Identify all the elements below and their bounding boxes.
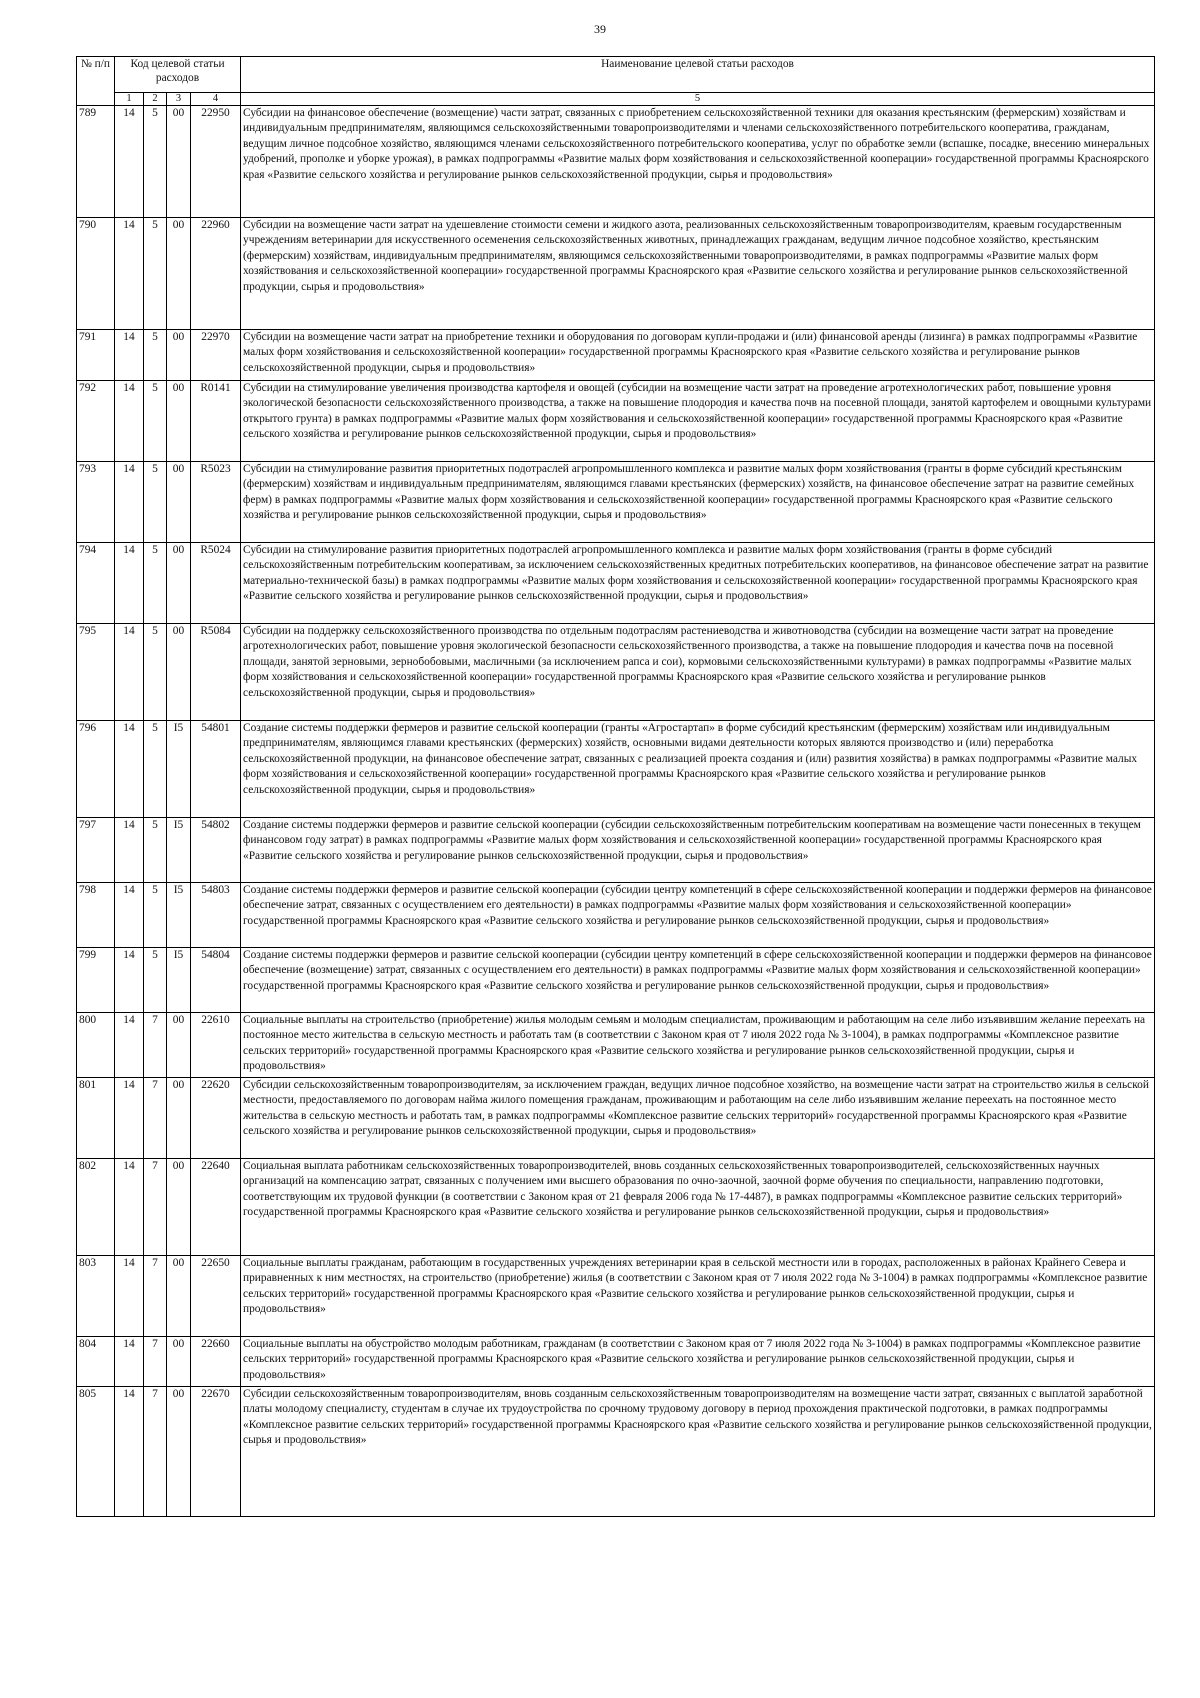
row-description: Субсидии на финансовое обеспечение (возмещение) части затрат, связанных с приобретением сельскохозяйственной техники для оказания крестьянским (фермерским) хозяйствам и индивидуальным предпринимателям, являющимся сельскохозяйственными товаропроизводителями и членами сельскохозяйственного потребительского кооператива, гражданам, ведущим личное подсобное хозяйство, являющимся членами сельскохозяйственного потребительского кооператива, услуг по обработке земли (вспашке, посадке, внесению минеральных удобрений, прополке и уборке урожая), в рамках подпрограммы «Развитие малых форм хозяйствования и сельскохозяйственной кооперации» государственной программы Красноярского края «Развитие сельского хозяйства и регулирование рынков сельскохозяйственной продукции, сырья и продовольствия»: [241, 106, 1155, 218]
table-row: [77, 948, 1155, 1013]
code-4: R5084: [191, 624, 241, 721]
code-2: 7: [144, 1337, 167, 1387]
row-description: Субсидии на стимулирование развития приоритетных подотраслей агропромышленного комплекса и развитие малых форм хозяйствования (гранты в форме субсидий сельскохозяйственным потребительским кооперативам, за исключением сельскохозяйственных кредитных потребительских кооперативов, на финансовое обеспечение затрат на развитие материально-технической базы) в рамках подпрограммы «Развитие малых форм хозяйствования и сельскохозяйственной кооперации» государственной программы Красноярского края «Развитие сельского хозяйства и регулирование рынков сельскохозяйственной продукции, сырья и продовольствия»: [241, 543, 1155, 624]
code-3: I5: [167, 948, 191, 1013]
table-row: [77, 1387, 1155, 1517]
row-number: 798: [77, 883, 115, 948]
code-1: 14: [115, 624, 144, 721]
code-4: 22660: [191, 1337, 241, 1387]
code-1: 14: [115, 1078, 144, 1159]
code-2: 7: [144, 1159, 167, 1256]
row-number: 800: [77, 1013, 115, 1078]
code-1: 14: [115, 948, 144, 1013]
table-row: [77, 1337, 1155, 1387]
row-number: 801: [77, 1078, 115, 1159]
code-1: 14: [115, 818, 144, 883]
code-2: 7: [144, 1013, 167, 1078]
code-3: I5: [167, 883, 191, 948]
row-description: Субсидии сельскохозяйственным товаропроизводителям, за исключением граждан, ведущих личное подсобное хозяйство, на возмещение части затрат на строительство жилья в сельской местности, предоставляемого по договорам найма жилого помещения гражданам, проживающим и работающим на селе либо изъявившим желание переехать на постоянное место жительства в сельскую местность и работать там, в рамках подпрограммы «Комплексное развитие сельских территорий» государственной программы Красноярского края «Развитие сельского хозяйства и регулирование рынков сельскохозяйственной продукции, сырья и продовольствия»: [241, 1078, 1155, 1159]
row-number: 799: [77, 948, 115, 1013]
table-row: [77, 721, 1155, 818]
code-3: 00: [167, 106, 191, 218]
row-description: Создание системы поддержки фермеров и развитие сельской кооперации (субсидии центру компетенций в сфере сельскохозяйственной кооперации и поддержки фермеров на финансовое обеспечение (возмещение) затрат, связанных с осуществлением его деятельности) в рамках подпрограммы «Развитие малых форм хозяйствования и сельскохозяйственной кооперации» государственной программы Красноярского края «Развитие сельского хозяйства и регулирование рынков сельскохозяйственной продукции, сырья и продовольствия»: [241, 948, 1155, 1013]
column-number: 4: [191, 93, 241, 106]
table-row: [77, 218, 1155, 330]
page-number: 39: [594, 22, 606, 36]
row-number: 793: [77, 462, 115, 543]
code-1: 14: [115, 381, 144, 462]
code-3: 00: [167, 381, 191, 462]
column-number-row: [77, 93, 1155, 106]
code-1: 14: [115, 1013, 144, 1078]
code-1: 14: [115, 721, 144, 818]
table-body: [77, 106, 1155, 1517]
row-description: Социальные выплаты гражданам, работающим в государственных учреждениях ветеринарии края в сельской местности или в городах, расположенных в районах Крайнего Севера и приравненных к ним местностях, на строительство (приобретение) жилья (в соответствии с Законом края от 7 июля 2022 года № 3-1004) в рамках подпрограммы «Комплексное развитие сельских территорий» государственной программы Красноярского края «Развитие сельского хозяйства и регулирование рынков сельскохозяйственной продукции, сырья и продовольствия»: [241, 1256, 1155, 1337]
row-number: 796: [77, 721, 115, 818]
budget-table: [76, 56, 1155, 1517]
code-2: 5: [144, 218, 167, 330]
code-1: 14: [115, 218, 144, 330]
code-3: 00: [167, 1256, 191, 1337]
code-2: 5: [144, 462, 167, 543]
row-number: 792: [77, 381, 115, 462]
code-2: 5: [144, 818, 167, 883]
code-3: 00: [167, 462, 191, 543]
header-num: № п/п: [77, 57, 115, 106]
row-description: Создание системы поддержки фермеров и развитие сельской кооперации (гранты «Агростартап» в форме субсидий крестьянским (фермерским) хозяйствам или индивидуальным предпринимателям, являющимся главами крестьянских (фермерских) хозяйств, основными видами деятельности которых являются производство и (или) переработка сельскохозяйственной продукции, на финансовое обеспечение затрат, связанных с реализацией проекта создания и (или) развития хозяйства) в рамках подпрограммы «Развитие малых форм хозяйствования и сельскохозяйственной кооперации» государственной программы Красноярского края «Развитие сельского хозяйства и регулирование рынков сельскохозяйственной продукции, сырья и продовольствия»: [241, 721, 1155, 818]
header-name: Наименование целевой статьи расходов: [241, 57, 1155, 93]
code-2: 5: [144, 721, 167, 818]
row-number: 797: [77, 818, 115, 883]
code-2: 5: [144, 624, 167, 721]
code-1: 14: [115, 1387, 144, 1517]
code-2: 7: [144, 1256, 167, 1337]
code-4: 54803: [191, 883, 241, 948]
table-row: [77, 1078, 1155, 1159]
code-1: 14: [115, 1159, 144, 1256]
row-description: Социальные выплаты на обустройство молодым работникам, гражданам (в соответствии с Законом края от 7 июля 2022 года № 3-1004) в рамках подпрограммы «Комплексное развитие сельских территорий» государственной программы Красноярского края «Развитие сельского хозяйства и регулирование рынков сельскохозяйственной продукции, сырья и продовольствия»: [241, 1337, 1155, 1387]
header-row: [77, 57, 1155, 93]
table-row: [77, 1159, 1155, 1256]
code-4: 22650: [191, 1256, 241, 1337]
row-description: Субсидии на возмещение части затрат на удешевление стоимости семени и жидкого азота, реализованных сельскохозяйственным товаропроизводителям, краевым государственным учреждениям ветеринарии для искусственного осеменения сельскохозяйственных животных, принадлежащих гражданам, ведущим личное подсобное хозяйство, крестьянским (фермерским) хозяйствам, индивидуальным предпринимателям, являющимся сельскохозяйственными товаропроизводителями, в рамках подпрограммы «Развитие малых форм хозяйствования и сельскохозяйственной кооперации» государственной программы Красноярского края «Развитие сельского хозяйства и регулирование рынков сельскохозяйственной продукции, сырья и продовольствия»: [241, 218, 1155, 330]
column-number: 2: [144, 93, 167, 106]
code-4: 54804: [191, 948, 241, 1013]
table-row: [77, 1013, 1155, 1078]
row-description: Субсидии на стимулирование увеличения производства картофеля и овощей (субсидии на возмещение части затрат на проведение агротехнологических работ, повышение уровня экологической безопасности сельскохозяйственного производства, а также на повышение плодородия и качества почв на посевной площади, занятой картофелем и овощными культурами открытого грунта) в рамках подпрограммы «Развитие малых форм хозяйствования и сельскохозяйственной кооперации» государственной программы Красноярского края «Развитие сельского хозяйства и регулирование рынков сельскохозяйственной продукции, сырья и продовольствия»: [241, 381, 1155, 462]
code-4: 22970: [191, 330, 241, 381]
code-2: 5: [144, 543, 167, 624]
row-description: Субсидии сельскохозяйственным товаропроизводителям, вновь созданным сельскохозяйственным товаропроизводителям на возмещение части затрат, связанных с выплатой заработной платы молодому специалисту, студентам в случае их трудоустройства по срочному трудовому договору в период прохождения практической подготовки, в рамках подпрограммы «Комплексное развитие сельских территорий» государственной программы Красноярского края «Развитие сельского хозяйства и регулирование рынков сельскохозяйственной продукции, сырья и продовольствия»: [241, 1387, 1155, 1517]
code-2: 5: [144, 381, 167, 462]
code-4: 22960: [191, 218, 241, 330]
code-3: 00: [167, 218, 191, 330]
header-code: Код целевой статьи расходов: [115, 57, 241, 93]
table-row: [77, 543, 1155, 624]
code-1: 14: [115, 543, 144, 624]
code-1: 14: [115, 883, 144, 948]
code-1: 14: [115, 462, 144, 543]
table-row: [77, 1256, 1155, 1337]
row-number: 794: [77, 543, 115, 624]
table-row: [77, 381, 1155, 462]
code-3: 00: [167, 624, 191, 721]
code-4: 22640: [191, 1159, 241, 1256]
code-4: R5024: [191, 543, 241, 624]
row-description: Субсидии на возмещение части затрат на приобретение техники и оборудования по договорам купли-продажи и (или) финансовой аренды (лизинга) в рамках подпрограммы «Развитие малых форм хозяйствования и сельскохозяйственной кооперации» государственной программы Красноярского края «Развитие сельского хозяйства и регулирование рынков сельскохозяйственной продукции, сырья и продовольствия»: [241, 330, 1155, 381]
row-number: 790: [77, 218, 115, 330]
table-row: [77, 624, 1155, 721]
table-row: [77, 106, 1155, 218]
code-4: 22950: [191, 106, 241, 218]
column-number: 3: [167, 93, 191, 106]
code-4: 22610: [191, 1013, 241, 1078]
code-2: 5: [144, 948, 167, 1013]
row-number: 795: [77, 624, 115, 721]
code-3: 00: [167, 1337, 191, 1387]
row-description: Создание системы поддержки фермеров и развитие сельской кооперации (субсидии сельскохозяйственным потребительским кооперативам на возмещение части понесенных в текущем финансовом году затрат) в рамках подпрограммы «Развитие малых форм хозяйствования и сельскохозяйственной кооперации» государственной программы Красноярского края «Развитие сельского хозяйства и регулирование рынков сельскохозяйственной продукции, сырья и продовольствия»: [241, 818, 1155, 883]
code-3: I5: [167, 818, 191, 883]
code-2: 7: [144, 1078, 167, 1159]
row-description: Субсидии на стимулирование развития приоритетных подотраслей агропромышленного комплекса и развитие малых форм хозяйствования (гранты в форме субсидий крестьянским (фермерским) хозяйствам и индивидуальным предпринимателям, являющимся главами крестьянских (фермерских) хозяйств, на финансовое обеспечение затрат на развитие семейных ферм) в рамках подпрограммы «Развитие малых форм хозяйствования и сельскохозяйственной кооперации» государственной программы Красноярского края «Развитие сельского хозяйства и регулирование рынков сельскохозяйственной продукции, сырья и продовольствия»: [241, 462, 1155, 543]
code-4: 22670: [191, 1387, 241, 1517]
code-1: 14: [115, 1337, 144, 1387]
code-1: 14: [115, 106, 144, 218]
row-description: Социальная выплата работникам сельскохозяйственных товаропроизводителей, вновь созданных сельскохозяйственных товаропроизводителей, сельскохозяйственных научных организаций на компенсацию затрат, связанных с получением ими высшего образования по очно-заочной, заочной форме обучения по специальности, направлению подготовки, соответствующим их трудовой функции (в соответствии с Законом края от 21 февраля 2006 года № 17-4487), в рамках подпрограммы «Комплексное развитие сельских территорий» государственной программы Красноярского края «Развитие сельского хозяйства и регулирование рынков сельскохозяйственной продукции, сырья и продовольствия»: [241, 1159, 1155, 1256]
table-row: [77, 818, 1155, 883]
table-row: [77, 883, 1155, 948]
row-number: 791: [77, 330, 115, 381]
code-1: 14: [115, 330, 144, 381]
row-number: 803: [77, 1256, 115, 1337]
table-row: [77, 462, 1155, 543]
row-description: Субсидии на поддержку сельскохозяйственного производства по отдельным подотраслям растениеводства и животноводства (субсидии на возмещение части затрат на проведение агротехнологических работ, повышение уровня экологической безопасности сельскохозяйственного производства, а также на повышение плодородия и качества почв на посевной площади, занятой зерновыми, зернобобовыми, масличными (за исключением рапса и сои), кормовыми сельскохозяйственными культурами) в рамках подпрограммы «Развитие малых форм хозяйствования и сельскохозяйственной кооперации» государственной программы Красноярского края «Развитие сельского хозяйства и регулирование рынков сельскохозяйственной продукции, сырья и продовольствия»: [241, 624, 1155, 721]
code-4: 22620: [191, 1078, 241, 1159]
row-number: 789: [77, 106, 115, 218]
code-4: R0141: [191, 381, 241, 462]
code-1: 14: [115, 1256, 144, 1337]
code-2: 5: [144, 106, 167, 218]
code-2: 5: [144, 330, 167, 381]
code-3: 00: [167, 330, 191, 381]
column-number: 5: [241, 93, 1155, 106]
code-3: 00: [167, 1159, 191, 1256]
code-2: 7: [144, 1387, 167, 1517]
row-number: 802: [77, 1159, 115, 1256]
code-2: 5: [144, 883, 167, 948]
code-3: I5: [167, 721, 191, 818]
code-4: 54801: [191, 721, 241, 818]
code-3: 00: [167, 1013, 191, 1078]
table-row: [77, 330, 1155, 381]
row-description: Социальные выплаты на строительство (приобретение) жилья молодым семьям и молодым специалистам, проживающим и работающим на селе либо изъявившим желание переехать на постоянное место жительства в сельскую местность и работать там (в соответствии с Законом края от 7 июля 2022 года № 3-1004), в рамках подпрограммы «Комплексное развитие сельских территорий» государственной программы Красноярского края «Развитие сельского хозяйства и регулирование рынков сельскохозяйственной продукции, сырья и продовольствия»: [241, 1013, 1155, 1078]
code-4: 54802: [191, 818, 241, 883]
code-3: 00: [167, 1078, 191, 1159]
column-number: 1: [115, 93, 144, 106]
code-3: 00: [167, 1387, 191, 1517]
row-number: 805: [77, 1387, 115, 1517]
code-4: R5023: [191, 462, 241, 543]
row-number: 804: [77, 1337, 115, 1387]
row-description: Создание системы поддержки фермеров и развитие сельской кооперации (субсидии центру компетенций в сфере сельскохозяйственной кооперации и поддержки фермеров на финансовое обеспечение затрат, связанных с осуществлением его деятельности) в рамках подпрограммы «Развитие малых форм хозяйствования и сельскохозяйственной кооперации» государственной программы Красноярского края «Развитие сельского хозяйства и регулирование рынков сельскохозяйственной продукции, сырья и продовольствия»: [241, 883, 1155, 948]
code-3: 00: [167, 543, 191, 624]
